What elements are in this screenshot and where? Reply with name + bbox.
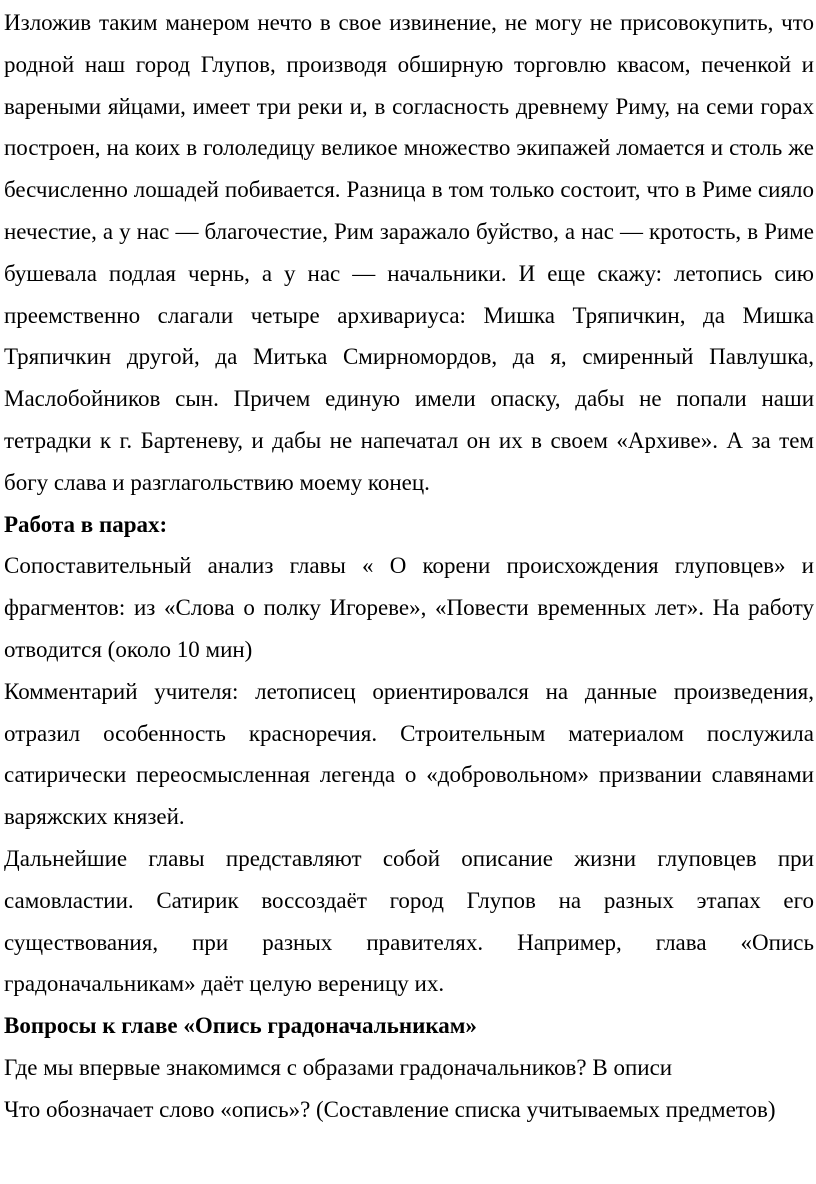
paragraph-teacher-comment: Комментарий учителя: летописец ориентировался на данные произведения, отразил особенность красноречия. Строительным материалом послужила сатирически переосмысленная легенда о «добровольном» призвании славянами варяжских князей. (4, 678, 814, 830)
document-page (0, 2, 816, 1184)
question-second: Что обозначает слово «опись»? (Составление списка учитываемых предметов) (4, 1096, 776, 1122)
paragraph-comparative-analysis: Сопоставительный анализ главы « О корени происхождения глуповцев» и фрагментов: из «Слова о полку Игореве», «Повести временных лет». На работу отводится (около 10 мин) (4, 553, 814, 662)
heading-pair-work: Работа в парах: (4, 511, 168, 537)
paragraph-chronicle-excerpt: Изложив таким манером нечто в свое извинение, не могу не присовокупить, что родной наш город Глупов, производя обширную торговлю квасом, печенкой и вареными яйцами, имеет три реки и, в согласность древнему Риму, на семи горах построен, на коих в гололедицу великое множество экипажей ломается и столь же бесчисленно лошадей побивается. Разница в том только состоит, что в Риме сияло нечестие, а у нас — благочестие, Рим заражало буйство, а нас — кротость, в Риме бушевала подлая чернь, а у нас — начальники. И еще скажу: летопись сию преемственно слагали четыре архивариуса: Мишка Тряпичкин, да Мишка Тряпичкин другой, да Митька Смирномордов, да я, смиренный Павлушка, Маслобойников сын. Причем единую имели опаску, дабы не попали наши тетрадки к г. Бартеневу, и дабы не напечатал он их в своем «Архиве». А за тем богу слава и разглагольствию моему конец. (4, 10, 814, 495)
question-first: Где мы впервые знакомимся с образами градоначальников? В описи (4, 1054, 673, 1080)
paragraph-further-chapters: Дальнейшие главы представляют собой описание жизни глуповцев при самовластии. Сатирик воссоздаёт город Глупов на разных этапах его существования, при разных правителях. Например, глава «Опись градоначальникам» даёт целую вереницу их. (4, 845, 814, 997)
heading-questions: Вопросы к главе «Опись градоначальникам» (4, 1013, 477, 1039)
